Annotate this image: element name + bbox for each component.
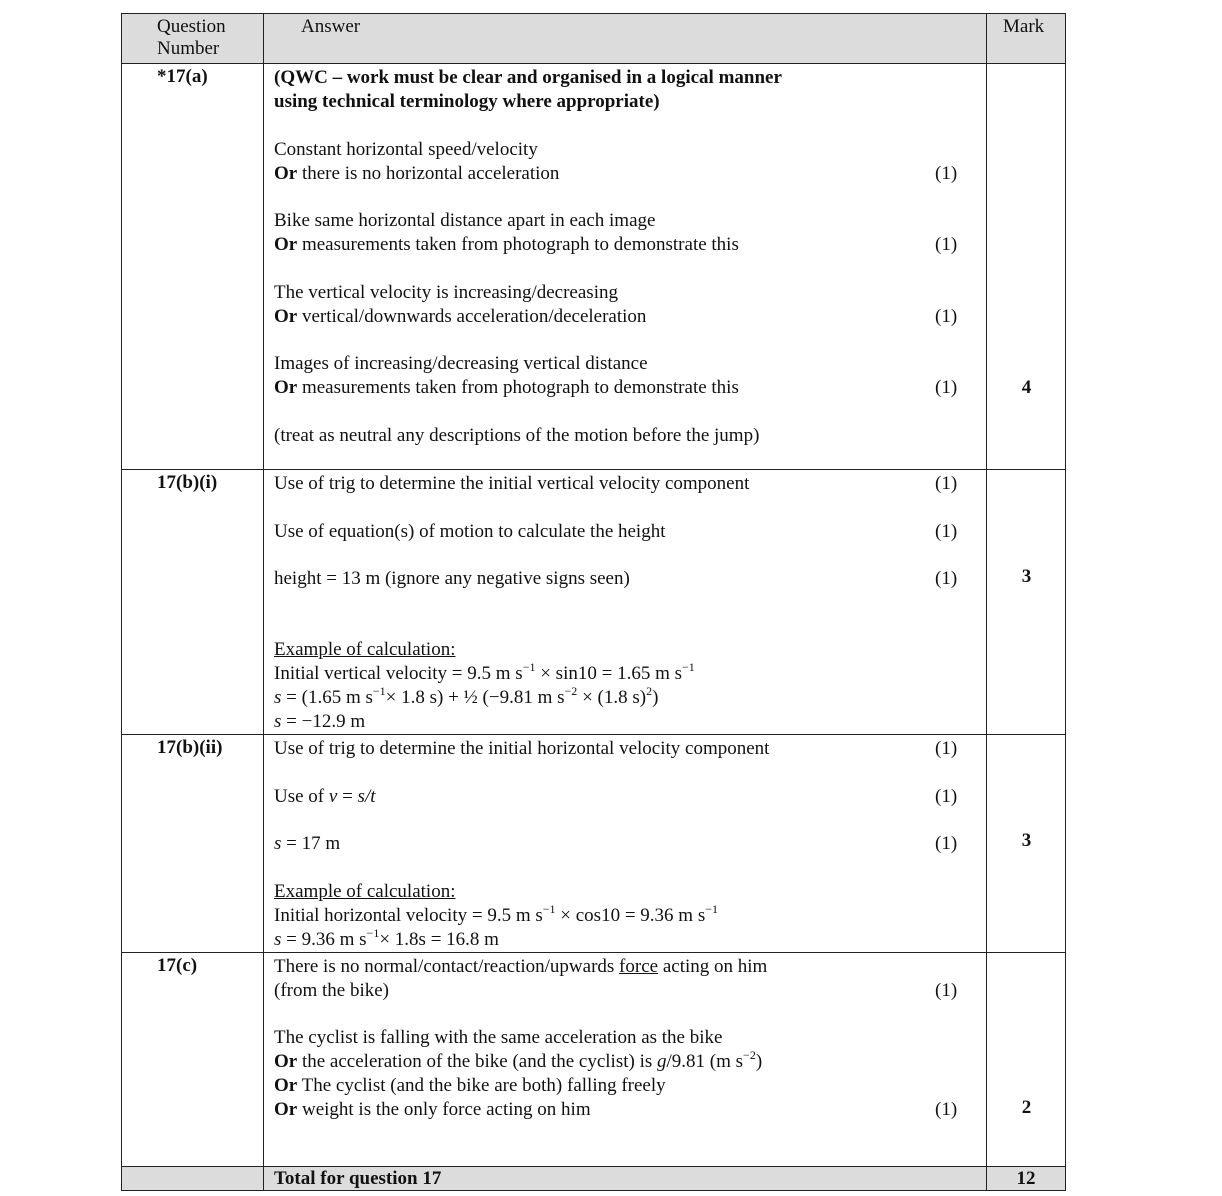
mark-cell xyxy=(987,952,1066,1166)
mark-point: (1) xyxy=(935,568,958,589)
mark-point: (1) xyxy=(935,234,958,255)
answer-line: Bike same horizontal distance apart in each image xyxy=(274,210,656,231)
answer-line: Images of increasing/decreasing vertical distance xyxy=(274,353,648,374)
answer-line: Or measurements taken from photograph to demonstrate this (1) xyxy=(274,234,958,255)
answer-line: The vertical velocity is increasing/decreasing xyxy=(274,281,618,303)
answer-line: Or weight is the only force acting on him (1) xyxy=(274,1099,958,1120)
mark-point: (1) xyxy=(935,162,958,184)
answer-cell xyxy=(264,735,987,953)
mark-point: (1) xyxy=(935,1099,958,1120)
total-mark: 12 xyxy=(987,1166,1066,1190)
answer-line: Or measurements taken from photograph to demonstrate this (1) xyxy=(274,377,958,398)
answer-line: The cyclist is falling with the same acceleration as the bike xyxy=(274,1027,723,1048)
answer-line: Or vertical/downwards acceleration/deceleration (1) xyxy=(274,305,958,327)
mark-point: (1) xyxy=(935,785,958,807)
example-title: Example of calculation: xyxy=(274,639,456,660)
header-question-number: Question Number xyxy=(122,14,264,64)
mark-point: (1) xyxy=(935,473,958,494)
mark-cell xyxy=(987,64,1066,470)
answer-line: Use of equation(s) of motion to calculate the height (1) xyxy=(274,520,958,542)
answer-line: Or there is no horizontal acceleration (1) xyxy=(274,162,958,184)
question-number: 17(c) xyxy=(122,952,264,1166)
answer-line: Use of trig to determine the initial vertical velocity component (1) xyxy=(274,473,958,494)
example-title: Example of calculation: xyxy=(274,880,456,902)
mark-point: (1) xyxy=(935,833,958,854)
question-number: *17(a) xyxy=(122,64,264,470)
note-line: (treat as neutral any descriptions of the motion before the jump) xyxy=(274,424,760,446)
row-17bii xyxy=(122,735,1066,953)
answer-line: There is no normal/contact/reaction/upwards force acting on him xyxy=(274,955,768,977)
answer-line: Use of trig to determine the initial horizontal velocity component (1) xyxy=(274,738,958,759)
answer-cell xyxy=(264,64,987,470)
question-total-mark: 3 xyxy=(1021,566,1032,587)
total-row xyxy=(122,1166,1066,1190)
mark-cell xyxy=(987,470,1066,735)
header-answer: Answer xyxy=(264,14,987,64)
question-total-mark: 4 xyxy=(1021,377,1032,398)
example-line: s = (1.65 m $s^{-1}\times 1.8$ s) + ½ (−9.81 m $s^{-2} \times (1.8$ s)$^2$) xyxy=(274,684,659,708)
answer-line: Use of v = s/t (1) xyxy=(274,785,958,807)
answer-line: Constant horizontal speed/velocity xyxy=(274,138,538,160)
example-line: s = 9.36 m $s^{-1}\times 1.8s = 16.8$ m xyxy=(274,925,499,950)
qwc-line-2: using technical terminology where appropriate) xyxy=(274,91,660,112)
mark-scheme-table xyxy=(121,13,1066,1191)
mark-cell xyxy=(987,735,1066,953)
qwc-line-1: (QWC – work must be clear and organised in a logical manner xyxy=(274,67,782,88)
answer-line: s = 17 m (1) xyxy=(274,833,958,854)
mark-point: (1) xyxy=(935,738,958,759)
row-17a xyxy=(122,64,1066,470)
mark-point: (1) xyxy=(935,979,958,1001)
answer-line: (from the bike) (1) xyxy=(274,979,958,1001)
mark-point: (1) xyxy=(935,305,958,327)
header-mark: Mark xyxy=(987,14,1066,64)
answer-line: height = 13 m (ignore any negative signs seen) (1) xyxy=(274,568,958,589)
question-total-mark: 3 xyxy=(1021,830,1032,851)
example-line: Initial vertical velocity = 9.5 m $s^{-1} \times \sin 10 = 1.65$ m $s^{-1}$ xyxy=(274,660,695,684)
question-number: 17(b)(i) xyxy=(122,470,264,735)
answer-cell xyxy=(264,952,987,1166)
answer-cell xyxy=(264,470,987,735)
row-17bi xyxy=(122,470,1066,735)
mark-point: (1) xyxy=(935,377,958,398)
question-number: 17(b)(ii) xyxy=(122,735,264,953)
header-row xyxy=(122,14,1066,64)
example-line: s = −12.9 m xyxy=(274,711,366,732)
row-17c xyxy=(122,952,1066,1166)
total-label: Total for question 17 xyxy=(264,1166,987,1190)
example-line: Initial horizontal velocity = 9.5 m $s^{-1} \times \cos 10 = 9.36$ m $s^{-1}$ xyxy=(274,901,718,926)
answer-line: Or The cyclist (and the bike are both) falling freely xyxy=(274,1075,666,1096)
question-total-mark: 2 xyxy=(1021,1096,1032,1118)
answer-line: Or the acceleration of the bike (and the cyclist) is g/9.81 (m $s^{-2}$) xyxy=(274,1048,763,1072)
mark-point: (1) xyxy=(935,520,958,542)
